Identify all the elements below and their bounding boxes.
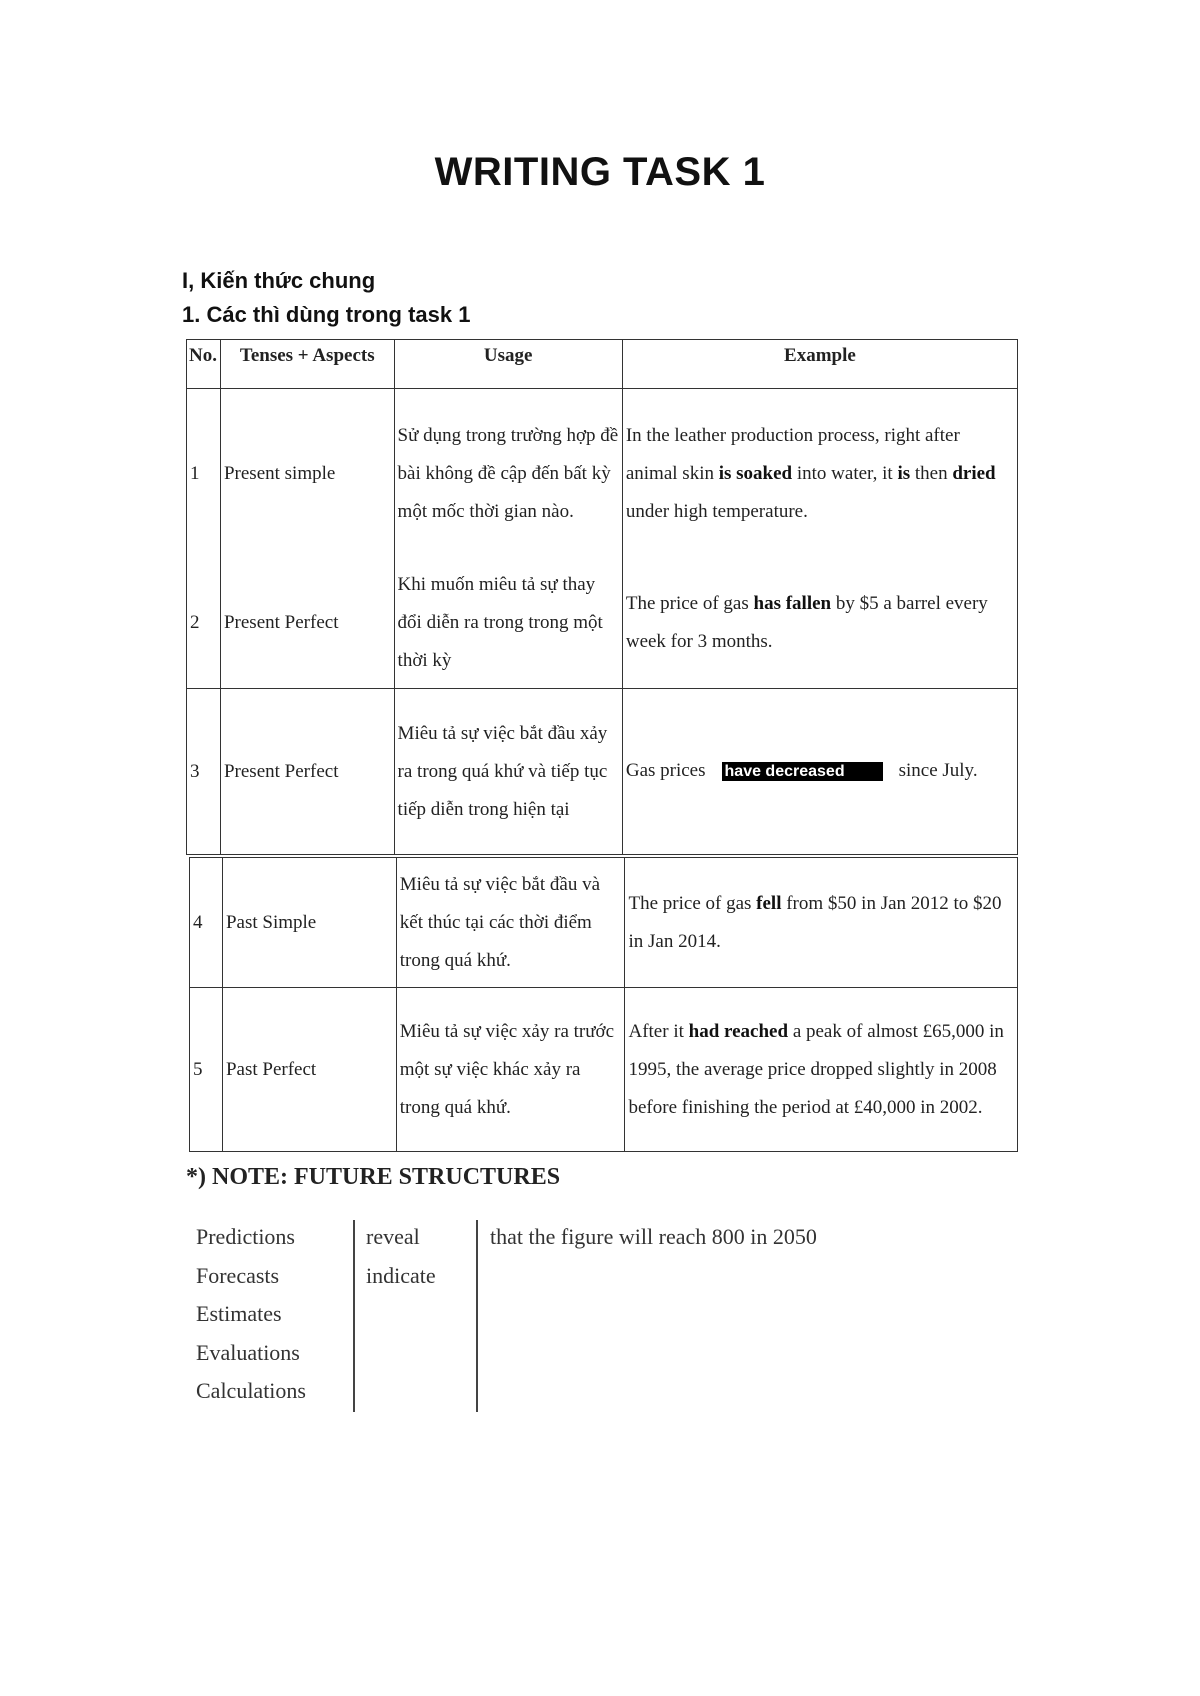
- table-row: [190, 988, 1018, 1152]
- page-title: WRITING TASK 1: [434, 150, 766, 194]
- row-usage: Miêu tả sự việc bắt đầu xảy ra trong quá khứ và tiếp tục tiếp diễn trong hiện tại: [394, 689, 622, 855]
- row-example: In the leather production process, right after animal skin is soaked into water, it is then dried under high temperature.: [622, 389, 1017, 559]
- row-example: The price of gas fell from $50 in Jan 2012 to $20 in Jan 2014.: [625, 858, 1018, 988]
- future-verbs: [366, 1218, 436, 1295]
- table-row: [187, 389, 1018, 559]
- table-row: [187, 559, 1018, 689]
- row-no: 5: [190, 988, 223, 1152]
- row-usage: Miêu tả sự việc bắt đầu và kết thúc tại các thời điểm trong quá khứ.: [396, 858, 625, 988]
- list-item: Forecasts: [196, 1262, 280, 1288]
- header-usage: Usage: [394, 340, 622, 389]
- row-usage: Sử dụng trong trường hợp đề bài không đề cập đến bất kỳ một mốc thời gian nào.: [394, 389, 622, 559]
- row-tense: Past Perfect: [222, 988, 396, 1152]
- tenses-table-continued: [189, 857, 1018, 1152]
- divider: [353, 1220, 355, 1412]
- highlighted-phrase: have decreased: [722, 762, 883, 781]
- row-no: 3: [187, 689, 221, 855]
- list-item: indicate: [366, 1262, 436, 1288]
- header-no: No.: [187, 340, 221, 389]
- list-item: Predictions: [196, 1224, 295, 1249]
- header-example: Example: [622, 340, 1017, 389]
- table-row: [187, 689, 1018, 855]
- section-heading: I, Kiến thức chung: [182, 268, 376, 293]
- list-item: Estimates: [196, 1301, 282, 1326]
- tenses-table: [186, 339, 1018, 855]
- row-example: Gas prices have decreased since July.: [622, 689, 1017, 855]
- table-row: [190, 858, 1018, 988]
- row-tense: Present simple: [220, 389, 394, 559]
- row-tense: Present Perfect: [220, 689, 394, 855]
- row-example: The price of gas has fallen by $5 a barrel every week for 3 months.: [622, 559, 1017, 689]
- row-tense: Past Simple: [222, 858, 396, 988]
- divider: [476, 1220, 478, 1412]
- future-clause: that the figure will reach 800 in 2050: [490, 1224, 817, 1249]
- row-no: 2: [187, 559, 221, 689]
- header-tenses: Tenses + Aspects: [220, 340, 394, 389]
- future-subjects: [196, 1218, 306, 1411]
- row-no: 1: [187, 389, 221, 559]
- note-heading: *) NOTE: FUTURE STRUCTURES: [186, 1164, 561, 1190]
- list-item: Evaluations: [196, 1339, 300, 1365]
- row-usage: Khi muốn miêu tả sự thay đổi diễn ra trong trong một thời kỳ: [394, 559, 622, 689]
- list-item: reveal: [366, 1224, 420, 1249]
- row-example: After it had reached a peak of almost £65,000 in 1995, the average price dropped slightly in 2008 before finishing the period at £40,000 in 2002.: [625, 988, 1018, 1152]
- list-item: Calculations: [196, 1378, 306, 1403]
- row-usage: Miêu tả sự việc xảy ra trước một sự việc khác xảy ra trong quá khứ.: [396, 988, 625, 1152]
- row-no: 4: [190, 858, 223, 988]
- subsection-heading: 1. Các thì dùng trong task 1: [182, 302, 471, 327]
- row-tense: Present Perfect: [220, 559, 394, 689]
- table-header-row: [187, 340, 1018, 389]
